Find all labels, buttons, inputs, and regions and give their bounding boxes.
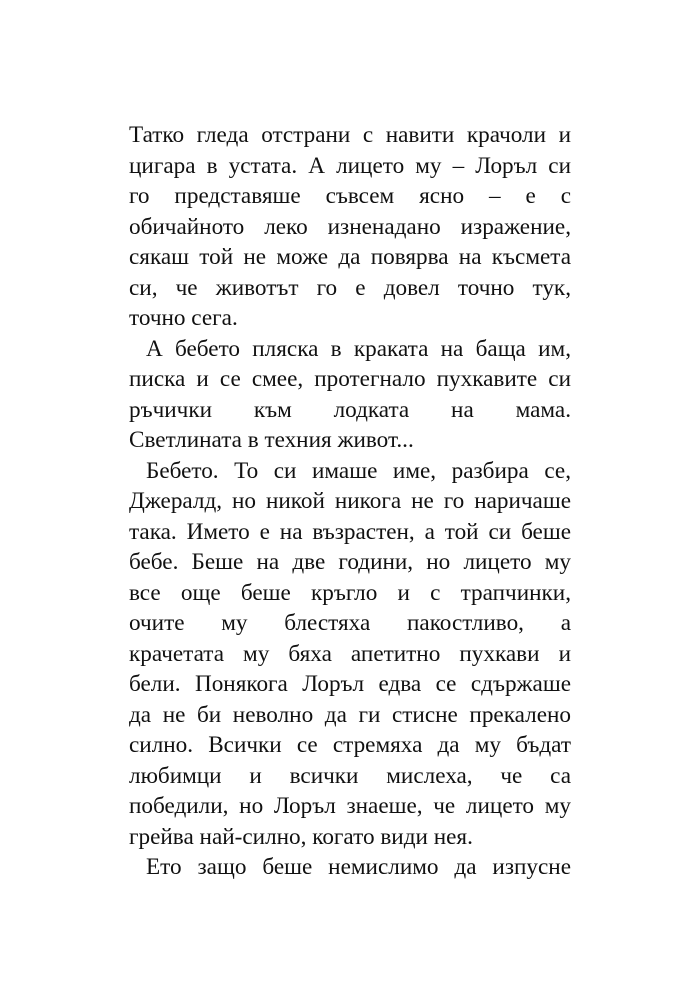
text-line: писка и се смее, протегнало пухкавите си (129, 366, 571, 392)
text-line: крачетата му бяха апетитно пухкави и (129, 640, 571, 667)
text-line: Бебето. То си имаше име, разбира се, (146, 457, 571, 484)
text-line: Джералд, но никой никога не го наричаше (129, 488, 571, 514)
text-line: бели. Понякога Лоръл едва се сдържаше (129, 671, 571, 697)
text-line: така. Името е на възрастен, а той си беше (129, 518, 571, 545)
text-line: да не би неволно да ги стисне прекалено (129, 701, 571, 728)
text-line: бебе. Беше на две години, но лицето му (129, 549, 571, 575)
text-line: любимци и всички мислеха, че са (129, 762, 571, 789)
text-line: А бебето пляска в краката на баща им, (146, 335, 571, 362)
text-line: грейва най-силно, когато види нея. (129, 823, 473, 850)
text-line: цигара в устата. А лицето му – Лоръл си (129, 152, 571, 179)
text-line: силно. Всички се стремяха да му бъдат (129, 732, 571, 758)
body-text (129, 120, 571, 883)
text-line: го представяше съвсем ясно – е с (129, 183, 571, 209)
text-line: очите му блестяха пакостливо, а (129, 610, 571, 636)
text-line: победили, но Лоръл знаеше, че лицето му (129, 793, 571, 819)
text-line: Ето защо беше немислимо да изпусне (146, 854, 571, 880)
text-line: Светлината в техния живот... (129, 427, 414, 453)
text-line: точно сега. (129, 305, 238, 331)
text-line: сякаш той не може да повярва на късмета (129, 244, 571, 270)
text-line: обичайното леко изненадано изражение, (129, 213, 571, 240)
text-line: все още беше кръгло и с трапчинки, (129, 579, 571, 606)
text-line: Татко гледа отстрани с навити крачоли и (129, 122, 571, 148)
text-line: си, че животът го е довел точно тук, (129, 274, 571, 301)
text-line: ръчички към лодката на мама. (129, 396, 571, 423)
